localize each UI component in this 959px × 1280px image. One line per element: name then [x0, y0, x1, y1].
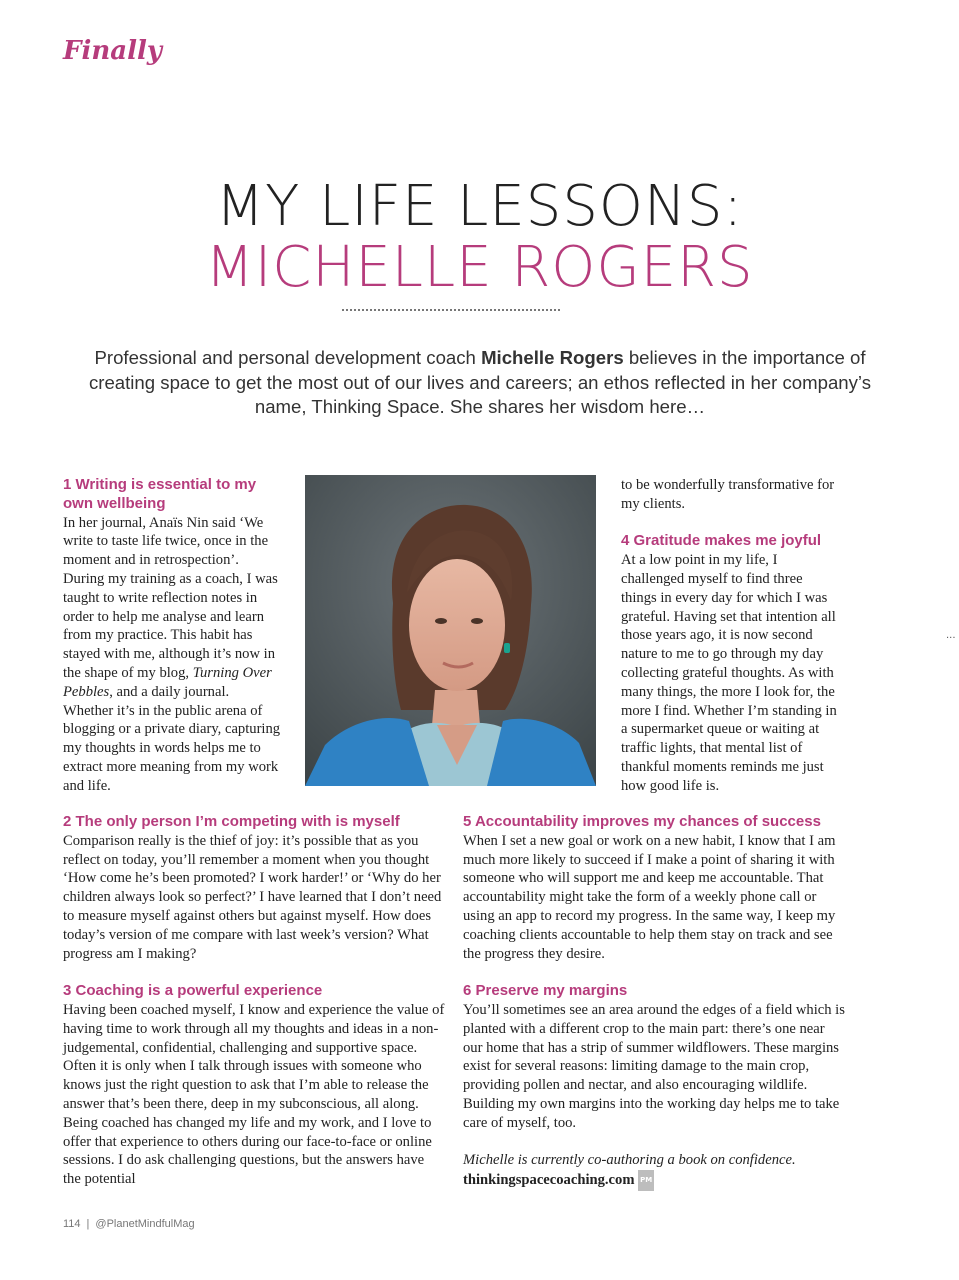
section-tag: Finally [63, 36, 162, 66]
footer-separator: | [86, 1218, 90, 1230]
lesson-2-body: Comparison really is the thief of joy: it’s possible that as you reflect on today, you’ll remember a moment when you thought ‘How come he’s been promoted? I work harder!’ or ‘Why do her children always look so perfect?’ I have learned that I don’t need to measure myself against others but against myself. How does today’s version of me compare with last week’s version? What progress am I making? [63, 832, 442, 962]
author-credit: Michelle is currently co-authoring a book on confidence. [463, 1152, 796, 1169]
blog-title: Turning Over Pebbles [63, 664, 272, 700]
lesson-4-heading: 4 Gratitude makes me joyful [621, 532, 822, 550]
lesson-6-heading: 6 Preserve my margins [463, 982, 628, 1000]
title-divider [342, 309, 560, 311]
title-line-2: MICHELLE ROGERS [205, 235, 754, 300]
lesson-1-text-b: , and a daily journal. Whether it’s in the public arena of blogging or a private diary, capturing my thoughts in words helps me to extract more meaning from my work and life. [63, 683, 281, 794]
lesson-2-heading: 2 The only person I’m competing with is myself [63, 813, 400, 830]
lesson-1-text-a: In her journal, Anaïs Nin said ‘We write to taste life twice, once in the moment and in retrospection’. During my training as a coach, I was taught to write reflection notes in order to help me analyse and learn from my practice. This habit has stayed with me, although it’s now in the shape of my blog, [63, 514, 278, 681]
intro-name: Michelle Rogers [481, 347, 624, 368]
edge-marker: ... [946, 630, 956, 641]
lesson-4-body: At a low point in my life, I challenged myself to find three things in every day for which I was grateful. Having set that intention all those years ago, it is now second nature to me to go through my day collecting grateful thoughts. As with many things, the more I look for, the more I find. Whether I’m standing in a supermarket queue or waiting at traffic lights, that mental list of thankful moments reminds me just how good life is. [621, 552, 837, 794]
intro-text-before: Professional and personal development coach [94, 347, 482, 368]
lesson-3-body: Having been coached myself, I know and experience the value of having time to work through all my thoughts and ideas in a non-judgemental, confidential, challenging and supportive space. Often it is only when I talk through issues with someone who knows just the right question to ask that I’m able to release the answer that’s been there, deep in my subconscious, all along. Being coached has changed my life and my work, and I love to offer that experience to others during our face-to-face or online sessions. I do ask challenging questions, but the answers have the potential [63, 1001, 445, 1188]
lower-left-column [63, 813, 445, 1189]
lesson-3-continued: to be wonderfully transformative for my clients. [621, 477, 835, 512]
right-column-top [621, 476, 841, 796]
lesson-1 [63, 476, 281, 796]
lesson-5-heading: 5 Accountability improves my chances of success [463, 813, 821, 830]
lesson-3-heading: 3 Coaching is a powerful experience [63, 982, 323, 1000]
intro-standfirst [80, 346, 880, 420]
lesson-6-body: You’ll sometimes see an area around the edges of a field which is planted with a different crop to the main part: there’s one near our home that has a strip of summer wildflowers. These margins exist for several reasons: limiting damage to the main crop, providing pollen and nectar, and also encouraging wildlife. Building my own margins into the working day helps me to take care of myself, too. [463, 1001, 845, 1131]
intro-text-after: believes in the importance of creating space to get the most out of our lives and careers; an ethos reflected in her company’s name, Thinking Space. She shares her wisdom here… [88, 347, 872, 417]
page-number: 114 [63, 1218, 81, 1230]
lesson-1-heading: 1 Writing is essential to my own wellbeing [63, 476, 257, 512]
footer-handle: @PlanetMindfulMag [95, 1218, 195, 1230]
lesson-5-body: When I set a new goal or work on a new habit, I know that I am much more likely to succeed if I make a point of sharing it with someone who will support me and keep me accountable. That accountability might take the form of a weekly phone call or using an app to record my progress. In the same way, I keep my coaching clients accountable to help them stay on track and see the progress they desire. [463, 832, 836, 962]
lower-right-column [463, 813, 845, 1191]
website-line [463, 1170, 845, 1191]
lesson-1-body [63, 514, 281, 796]
portrait-photo-icon [305, 475, 596, 786]
portrait-photo [305, 475, 596, 786]
page-footer [63, 1218, 195, 1230]
website-link[interactable]: thinkingspacecoaching.com [463, 1172, 635, 1189]
title-line-1: MY LIFE LESSONS: [215, 174, 744, 239]
end-badge: PM [638, 1170, 654, 1191]
